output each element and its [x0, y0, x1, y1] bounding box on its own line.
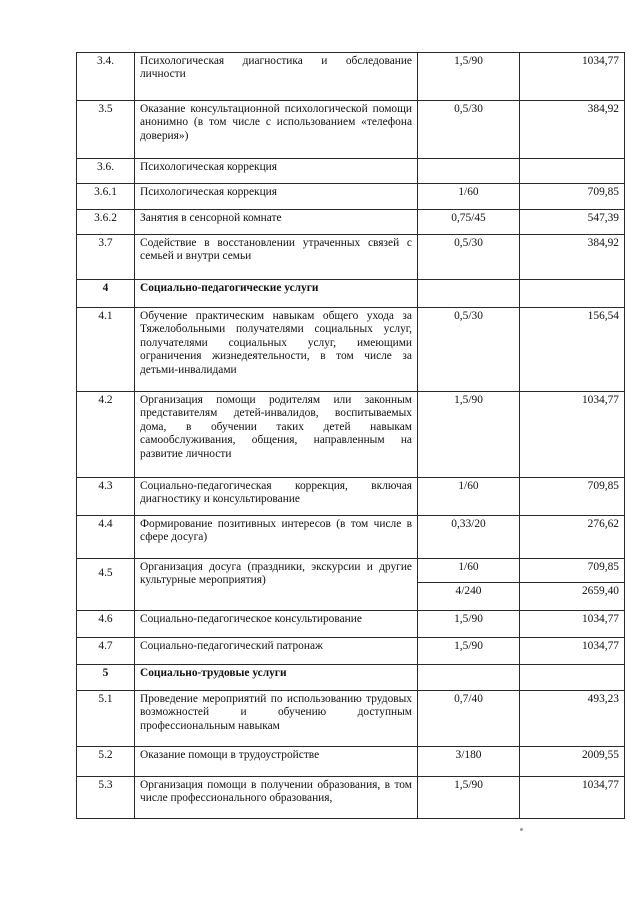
tariff-price: 384,92	[520, 101, 625, 159]
time-norm: 3/180	[418, 747, 520, 777]
table-row	[77, 638, 625, 665]
service-name: Психологическая коррекция	[135, 159, 418, 184]
tariff-price: 156,54	[520, 308, 625, 392]
table-row	[77, 691, 625, 747]
row-number: 3.6.1	[77, 184, 135, 210]
section-title: Социально-трудовые услуги	[135, 665, 418, 691]
row-number: 4.2	[77, 392, 135, 478]
tariff-price: 709,85	[520, 559, 625, 583]
time-norm: 0,5/30	[418, 308, 520, 392]
tariff-price	[520, 159, 625, 184]
row-number: 3.5	[77, 101, 135, 159]
row-number: 4.1	[77, 308, 135, 392]
table-row	[77, 210, 625, 235]
time-norm: 0,5/30	[418, 101, 520, 159]
table-row	[77, 478, 625, 516]
tariff-price	[520, 280, 625, 308]
tariff-price: 1034,77	[520, 777, 625, 819]
service-name: Содействие в восстановлении утраченных связей с семьей и внутри семьи	[135, 235, 418, 280]
tariff-price: 384,92	[520, 235, 625, 280]
time-norm: 1,5/90	[418, 611, 520, 638]
service-name: Оказание помощи в трудоустройстве	[135, 747, 418, 777]
section-row	[77, 665, 625, 691]
table-row	[77, 611, 625, 638]
time-norm: 1,5/90	[418, 638, 520, 665]
table-row	[77, 53, 625, 101]
row-number: 3.7	[77, 235, 135, 280]
time-norm: 0,5/30	[418, 235, 520, 280]
table-row	[77, 777, 625, 819]
table-row	[77, 392, 625, 478]
table-row	[77, 101, 625, 159]
row-number: 5.3	[77, 777, 135, 819]
section-number: 5	[77, 665, 135, 691]
time-norm: 1/60	[418, 184, 520, 210]
service-name: Организация досуга (праздники, экскурсии и другие культурные мероприятия)	[135, 559, 418, 611]
tariff-price: 276,62	[520, 516, 625, 559]
tariff-price: 1034,77	[520, 53, 625, 101]
service-name: Психологическая диагностика и обследование личности	[135, 53, 418, 101]
time-norm: 0,75/45	[418, 210, 520, 235]
time-norm: 1,5/90	[418, 53, 520, 101]
tariff-price: 1034,77	[520, 611, 625, 638]
table-row	[77, 159, 625, 184]
time-norm	[418, 280, 520, 308]
service-name: Социально-педагогическая коррекция, включая диагностику и консультирование	[135, 478, 418, 516]
tariff-price: 1034,77	[520, 392, 625, 478]
row-number: 4.6	[77, 611, 135, 638]
table-row	[77, 184, 625, 210]
tariff-price: 2009,55	[520, 747, 625, 777]
row-number: 3.4.	[77, 53, 135, 101]
service-name: Занятия в сенсорной комнате	[135, 210, 418, 235]
tariff-price: 709,85	[520, 184, 625, 210]
row-number: 4.5	[77, 559, 135, 611]
service-name: Социально-педагогический патронаж	[135, 638, 418, 665]
row-number: 3.6.	[77, 159, 135, 184]
table-row	[77, 235, 625, 280]
time-norm: 1,5/90	[418, 777, 520, 819]
service-name: Психологическая коррекция	[135, 184, 418, 210]
service-name: Организация помощи в получении образования, в том числе профессионального образования,	[135, 777, 418, 819]
table-row	[77, 516, 625, 559]
tariff-price: 547,39	[520, 210, 625, 235]
time-norm: 0,33/20	[418, 516, 520, 559]
row-number: 4.3	[77, 478, 135, 516]
service-name: Организация помощи родителям или законным представителям детей-инвалидов, воспитываемых дома, в обучении таких детей навыкам самообслуживания, общения, направленным на развитие личности	[135, 392, 418, 478]
time-norm: 1/60	[418, 559, 520, 583]
row-number: 4.4	[77, 516, 135, 559]
service-name: Оказание консультационной психологической помощи анонимно (в том числе с использованием «телефона доверия»)	[135, 101, 418, 159]
section-number: 4	[77, 280, 135, 308]
tariff-price	[520, 665, 625, 691]
time-norm: 1/60	[418, 478, 520, 516]
service-name: Проведение мероприятий по использованию трудовых возможностей и обучению доступным профессиональным навыкам	[135, 691, 418, 747]
services-tariff-table	[76, 52, 625, 819]
row-number: 4.7	[77, 638, 135, 665]
time-norm: 0,7/40	[418, 691, 520, 747]
tariff-price: 2659,40	[520, 583, 625, 611]
table-row	[77, 747, 625, 777]
service-name: Обучение практическим навыкам общего ухода за Тяжелобольными получателями социальных услуг, получателями социальных услуг, имеющими ограничения жизнедеятельности, в том числе за детьми-инвалидами	[135, 308, 418, 392]
scan-speck	[520, 828, 523, 831]
tariff-price: 1034,77	[520, 638, 625, 665]
service-name: Формирование позитивных интересов (в том числе в сфере досуга)	[135, 516, 418, 559]
row-number: 5.1	[77, 691, 135, 747]
time-norm: 1,5/90	[418, 392, 520, 478]
section-title: Социально-педагогические услуги	[135, 280, 418, 308]
tariff-price: 709,85	[520, 478, 625, 516]
time-norm	[418, 159, 520, 184]
table-row	[77, 308, 625, 392]
time-norm	[418, 665, 520, 691]
tariff-price: 493,23	[520, 691, 625, 747]
row-number: 3.6.2	[77, 210, 135, 235]
section-row	[77, 280, 625, 308]
row-number: 5.2	[77, 747, 135, 777]
table-row	[77, 559, 625, 583]
time-norm: 4/240	[418, 583, 520, 611]
service-name: Социально-педагогическое консультирование	[135, 611, 418, 638]
